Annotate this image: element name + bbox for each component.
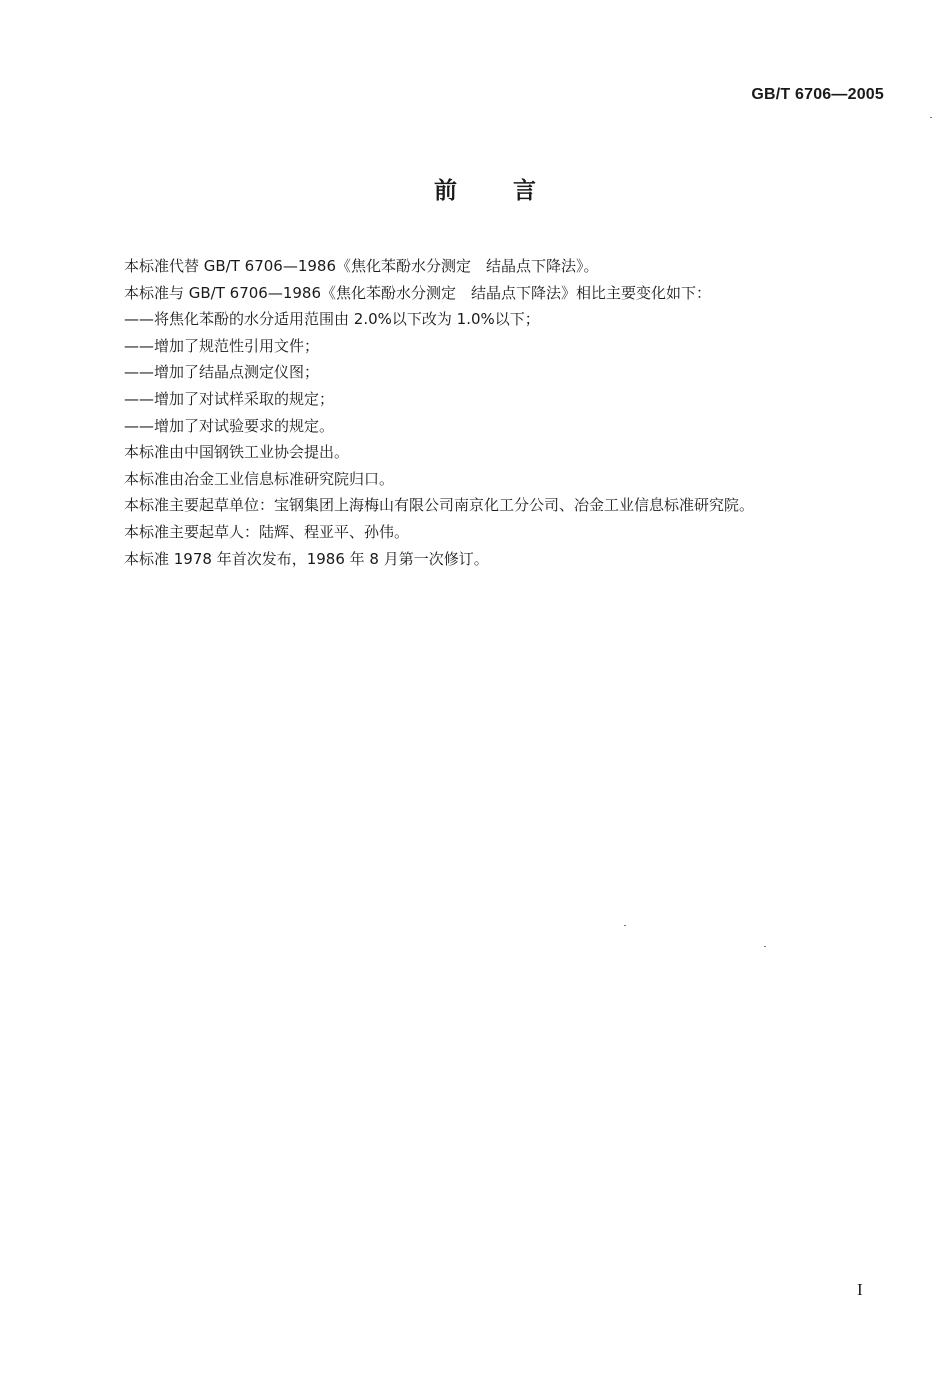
change-item-sampling: ——增加了对试样采取的规定；	[124, 389, 335, 408]
paragraph-proposed-by: 本标准由中国钢铁工业协会提出。	[124, 443, 350, 462]
foreword-body	[124, 253, 904, 572]
scan-speck	[930, 117, 932, 118]
change-item-normative-references: ——增加了规范性引用文件；	[124, 336, 320, 355]
page-title: 前言	[434, 178, 592, 204]
paragraph-release-history: 本标准 1978 年首次发布，1986 年 8 月第一次修订。	[124, 549, 489, 568]
paragraph-replaces-standard: 本标准代替 GB/T 6706—1986《焦化苯酚水分测定 结晶点下降法》。	[124, 257, 599, 275]
change-item-test-requirements: ——增加了对试验要求的规定。	[124, 416, 335, 435]
paragraph-drafting-units: 本标准主要起草单位：宝钢集团上海梅山有限公司南京化工分公司、冶金工业信息标准研究院。	[124, 496, 755, 515]
page-number: I	[857, 1280, 863, 1299]
change-item-water-range: ——将焦化苯酚的水分适用范围由 2.0%以下改为 1.0%以下；	[124, 310, 540, 329]
paragraph-drafters: 本标准主要起草人：陆辉、程亚平、孙伟。	[124, 522, 410, 541]
scan-speck	[624, 925, 626, 926]
paragraph-centralized-by: 本标准由冶金工业信息标准研究院归口。	[124, 469, 395, 488]
paragraph-main-changes: 本标准与 GB/T 6706—1986《焦化苯酚水分测定 结晶点下降法》相比主要变化如下：	[124, 283, 712, 302]
scan-speck	[764, 946, 766, 947]
change-item-apparatus-figure: ——增加了结晶点测定仪图；	[124, 363, 320, 382]
standard-number: GB/T 6706—2005	[751, 86, 884, 103]
